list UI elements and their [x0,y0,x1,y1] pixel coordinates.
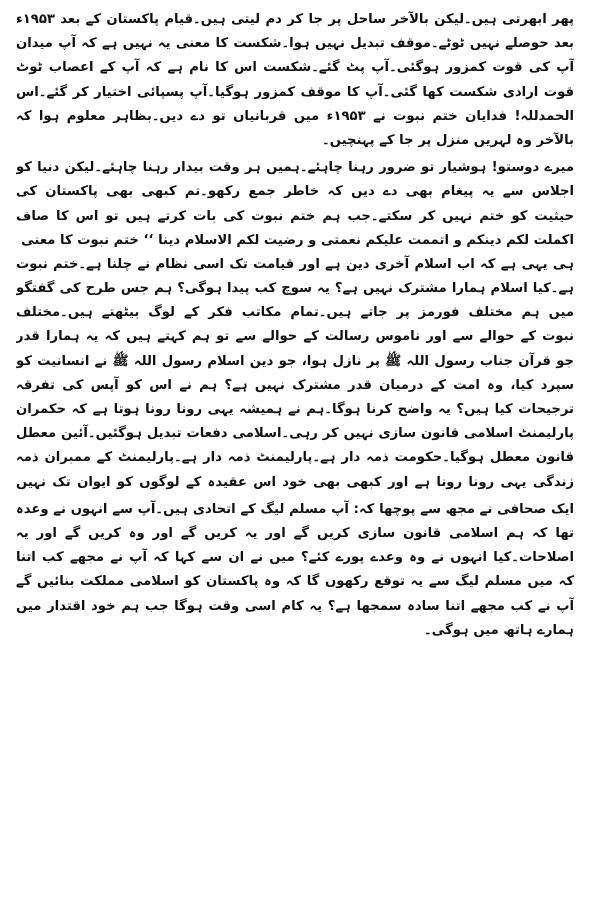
text-line: بالآخر وہ لہریں منزل پر جا کے پہنچیں۔ [322,132,574,148]
text-line: بعد حوصلے نہیں ٹوٹے۔موقف تبدیل نہیں ہوا۔شکست کا معنی یہ نہیں ہے کہ آپ میدان [16,36,574,52]
text-line: سپرد کیا، وہ امت کے درمیان قدر مشترک نہیں ہے؟ ہم نے اس کو آپس کی تفرقہ [16,377,574,393]
text-line: قانون معطل ہوگیا۔حکومت ذمہ دار ہے۔پارلیمنٹ ذمہ دار ہے۔پارلیمنٹ کے ممبران ذمہ [16,450,574,466]
text-line: میں ہم مختلف فورمز پر جاتے ہیں۔تمام مکاتب فکر کے لوگ بیٹھتے ہیں۔مختلف [16,305,574,321]
text-line: اکملت لکم دینکم و اتممت علیکم نعمتی و رضیت لکم الاسلام دینا ‘‘ ختم نبوت کا معنی [21,232,574,248]
text-line: ترجیحات کیا ہیں؟ یہ واضح کرنا ہوگا۔ہم نے ہمیشہ یہی رونا رونا ہوتا ہے کہ حکمران [16,402,574,417]
text-line: جو قرآن جناب رسول اللہ ﷺ پر نازل ہوا، جو دین اسلام رسول اللہ ﷺ نے انسانیت کو [16,353,574,369]
text-line: آپ کی قوت کمزور ہوگئی۔آپ پٹ گئے۔شکست اس کا نام ہے کہ آپ کے اعصاب ٹوٹ [16,60,574,76]
text-line: نبوت کے حوالے سے اور ناموس رسالت کے حوالے سے تو ہم کہتے ہیں کہ یہ ہمارا قدر [16,329,574,345]
text-line: الحمدللہ! فدایان ختم نبوت نے ۱۹۵۳ء میں قربانیاں تو دے دیں۔بظاہر معلوم ہوا کہ [16,108,574,124]
text-line: پارلیمنٹ اسلامی قانون سازی نہیں کر رہی۔اسلامی دفعات تبدیل ہوگئیں۔آئین معطل [16,426,574,442]
text-line: کہ میں مسلم لیگ سے یہ توقع رکھوں گا کہ وہ پاکستان کو اسلامی مملکت بنائیں گے [16,574,574,590]
text-line: زندگی یہی رونا رونا ہے اور کبھی بھی خود اس عقیدہ کے لوگوں کو ایوان تک نہیں [16,474,574,490]
text-line: ایک صحافی نے مجھ سے پوچھا کہ: آپ مسلم لیگ کے اتحادی ہیں۔آپ سے انہوں نے وعدہ [16,501,574,517]
paragraph-2 [16,156,574,495]
text-line: حیثیت کو ختم نہیں کر سکتے۔جب ہم ختم نبوت کی بات کرتے ہیں تو اس کا صاف [16,208,574,224]
paragraph-3 [16,498,574,643]
text-line: ہی یہی ہے کہ اب اسلام آخری دین ہے اور قیامت تک اسی نظام نے چلنا ہے۔ختم نبوت [16,256,574,272]
text-line: آپ نے کب مجھے اتنا سادہ سمجھا ہے؟ یہ کام اسی وقت ہوگا جب ہم خود اقتدار میں [16,598,574,614]
text-line: ہے۔کیا اسلام ہمارا مشترک نہیں ہے؟ یہ سوچ کب پیدا ہوگی؟ ہم جس طرح کی گفتگو [16,281,574,297]
text-line: اصلاحات۔کیا انہوں نے وہ وعدے پورے کئے؟ میں نے ان سے کہا کہ آپ نے مجھے کب اتنا [16,550,574,566]
text-line: پھر ابھرتی ہیں۔لیکن بالآخر ساحل پر جا کر دم لیتی ہیں۔قیام پاکستان کے بعد ۱۹۵۳ء [16,12,574,27]
text-line: ہمارے ہاتھ میں ہوگی۔ [424,622,574,638]
text-line: میرے دوستو! ہوشیار تو ضرور رہنا چاہئے۔ہمیں ہر وقت بیدار رہنا چاہئے۔لیکن دنیا کو [16,160,574,176]
text-line: تھا کہ ہم اسلامی قانون سازی کریں گے اور یہ کریں گے اور وہ کریں گے اور یہ [16,525,574,541]
text-line: اجلاس سے یہ پیغام بھی دے دیں کہ خاطر جمع رکھو۔تم کبھی بھی پاکستان کی [16,184,574,200]
text-line: قوت ارادی شکست کھا گئی۔آپ کا موقف کمزور ہوگیا۔آپ پسپائی اختیار کر گئے۔اس [16,84,574,100]
paragraph-1 [16,8,574,153]
